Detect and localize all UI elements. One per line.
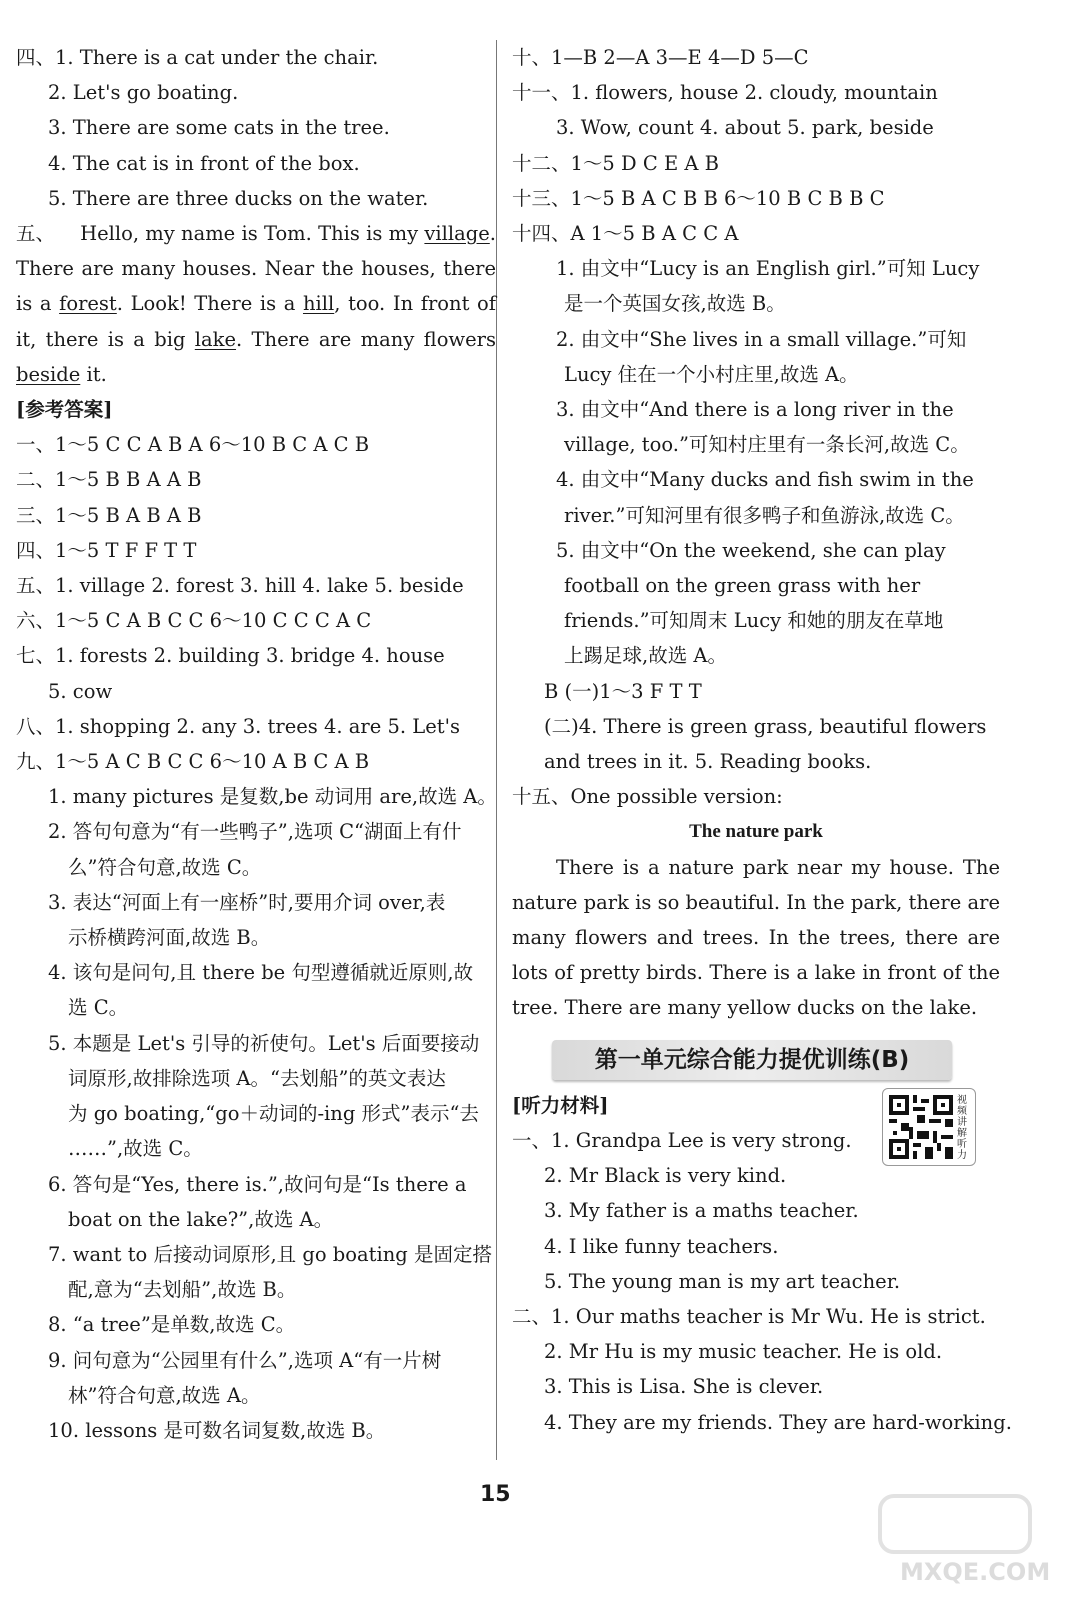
text-line: 十、1—B 2—A 3—E 4—D 5—C	[512, 46, 809, 69]
text-line: 4. 由文中“Many ducks and fish swim in the	[556, 468, 974, 492]
column-divider	[496, 40, 497, 1460]
text-line: 上踢足球,故选 A。	[564, 644, 727, 668]
text-line: friends.”可知周末 Lucy 和她的朋友在草地	[564, 609, 944, 633]
text-line: 5. The young man is my art teacher.	[544, 1269, 901, 1293]
text-line: 五、1. village 2. forest 3. hill 4. lake 5. beside	[16, 574, 464, 598]
text-line: 七、1. forests 2. building 3. bridge 4. house	[16, 644, 445, 668]
text-line: 10. lessons 是可数名词复数,故选 B。	[48, 1418, 386, 1442]
text-line: 一、1～5 C C A B A 6～10 B C A C B	[16, 433, 370, 457]
text-line: boat on the lake?”,故选 A。	[68, 1207, 334, 1231]
text-line: 3. My father is a maths teacher.	[544, 1199, 859, 1223]
essay-title: The nature park	[689, 821, 823, 843]
text-line: (二)4. There is green grass, beautiful flowers	[544, 714, 987, 738]
text-line: 6. 答句是“Yes, there is.”,故问句是“Is there a	[48, 1172, 467, 1196]
text-line: 5. 本题是 Let's 引导的祈使句。Let's 后面要接动	[48, 1031, 480, 1055]
text-line: river.”可知河里有很多鸭子和鱼游泳,故选 C。	[564, 503, 965, 527]
text-line: 十四、A 1～5 B A C C A	[512, 222, 739, 246]
text-line: 选 C。	[68, 996, 129, 1020]
text-line: 三、1～5 B A B A B	[16, 503, 202, 527]
essay-body: There is a nature park near my house. The nature park is so beautiful. In the park, there are many flowers and trees. In the trees, there are lots of pretty birds. There is a lake in front of the tree. There are many yellow ducks on the lake.	[512, 855, 1000, 1020]
text-line: village, too.”可知村庄里有一条长河,故选 C。	[564, 433, 970, 457]
listening-header: [听力材料]	[512, 1093, 609, 1117]
text-line: [参考答案]	[16, 398, 113, 422]
watermark-logo	[870, 1488, 1050, 1588]
text-line: B (一)1～3 F T T	[544, 679, 702, 703]
text-line: 十五、One possible version:	[512, 785, 783, 809]
text-line: football on the green grass with her	[564, 574, 921, 598]
text-line: 十一、1. flowers, house 2. cloudy, mountain	[512, 81, 938, 105]
text-line: 词原形,故排除选项 A。“去划船”的英文表达	[68, 1066, 446, 1090]
text-line: 3. Wow, count 4. about 5. park, beside	[556, 116, 934, 140]
text-line: 九、1～5 A C B C C 6～10 A B C A B	[16, 750, 370, 774]
text-line: 示桥横跨河面,故选 B。	[68, 926, 271, 950]
answer-key	[16, 392, 496, 1448]
text-line: 六、1～5 C A B C C 6～10 C C C A C	[16, 609, 372, 633]
text-line: 么”符合句意,故选 C。	[68, 855, 262, 879]
text-line: 4. I like funny teachers.	[544, 1234, 779, 1258]
text-line: 是一个英国女孩,故选 B。	[564, 292, 786, 316]
text-line: 3. There are some cats in the tree.	[48, 116, 390, 140]
text-line: ……”,故选 C。	[68, 1137, 203, 1161]
page-number: 15	[480, 1482, 511, 1507]
qr-code-icon[interactable]	[882, 1088, 976, 1166]
listening-section	[512, 1088, 1012, 1440]
text-line: 3. This is Lisa. She is clever.	[544, 1375, 824, 1399]
text-line: 4. 该句是问句,且 there be 句型遵循就近原则,故	[48, 961, 474, 985]
text-line: 2. 由文中“She lives in a small village.”可知	[556, 327, 967, 351]
text-line: 四、1. There is a cat under the chair.	[16, 46, 379, 69]
text-line: 配,意为“去划船”,故选 B。	[68, 1278, 297, 1302]
qr-pattern	[889, 1095, 953, 1159]
listening-script	[512, 1123, 1012, 1440]
text-line: 十二、1～5 D C E A B	[512, 151, 720, 175]
text-line: 四、1～5 T F F T T	[16, 538, 197, 562]
answer-key-continued	[512, 40, 1000, 814]
text-line: 2. Mr Black is very kind.	[544, 1164, 787, 1188]
text-line: Lucy 住在一个小村庄里,故选 A。	[564, 362, 859, 386]
text-line: 十三、1～5 B A C B B 6～10 B C B B C	[512, 186, 885, 210]
text-line: 3. 表达“河面上有一座桥”时,要用介词 over,表	[48, 890, 446, 914]
text-line: 1. 由文中“Lucy is an English girl.”可知 Lucy	[556, 257, 980, 281]
text-line: 7. want to 后接动词原形,且 go boating 是固定搭	[48, 1242, 492, 1266]
text-line: 9. 问句意为“公园里有什么”,选项 A“有一片树	[48, 1348, 442, 1372]
text-line: 八、1. shopping 2. any 3. trees 4. are 5. Let's	[16, 714, 460, 738]
text-line: 2. Mr Hu is my music teacher. He is old.	[544, 1340, 943, 1364]
text-line: 2. Let's go boating.	[48, 81, 239, 105]
passage-part5: 五、 Hello, my name is Tom. This is my village. There are many houses. Near the houses, there is a forest. Look! There is a hill, too. In front of it, there is a big lake. There are many flowers beside it.	[16, 222, 496, 386]
text-line: 5. 由文中“On the weekend, she can play	[556, 538, 946, 562]
text-line: 4. The cat is in front of the box.	[48, 151, 360, 175]
watermark-text: MXQE.COM	[900, 1558, 1050, 1586]
text-line: 林”符合句意,故选 A。	[68, 1383, 261, 1407]
qr-caption: 视频讲解听力	[957, 1094, 967, 1161]
listening-script-part4	[16, 40, 496, 216]
text-line: 二、1～5 B B A A B	[16, 468, 202, 492]
text-line: 2. 答句句意为“有一些鸭子”,选项 C“湖面上有什	[48, 820, 462, 844]
text-line: 一、1. Grandpa Lee is very strong.	[512, 1128, 852, 1152]
text-line: 8. “a tree”是单数,故选 C。	[48, 1313, 296, 1337]
text-line: 二、1. Our maths teacher is Mr Wu. He is strict.	[512, 1304, 986, 1328]
text-line: 1. many pictures 是复数,be 动词用 are,故选 A。	[48, 785, 497, 809]
text-line: 5. There are three ducks on the water.	[48, 186, 429, 210]
text-line: 为 go boating,“go＋动词的-ing 形式”表示“去	[68, 1102, 479, 1126]
text-line: 3. 由文中“And there is a long river in the	[556, 398, 954, 422]
left-column	[16, 40, 496, 1448]
text-line: 5. cow	[48, 679, 113, 703]
text-line: 4. They are my friends. They are hard-working.	[544, 1410, 1012, 1434]
unit-banner: 第一单元综合能力提优训练(B)	[552, 1040, 952, 1080]
text-line: and trees in it. 5. Reading books.	[544, 750, 872, 774]
right-column	[512, 40, 1012, 1440]
